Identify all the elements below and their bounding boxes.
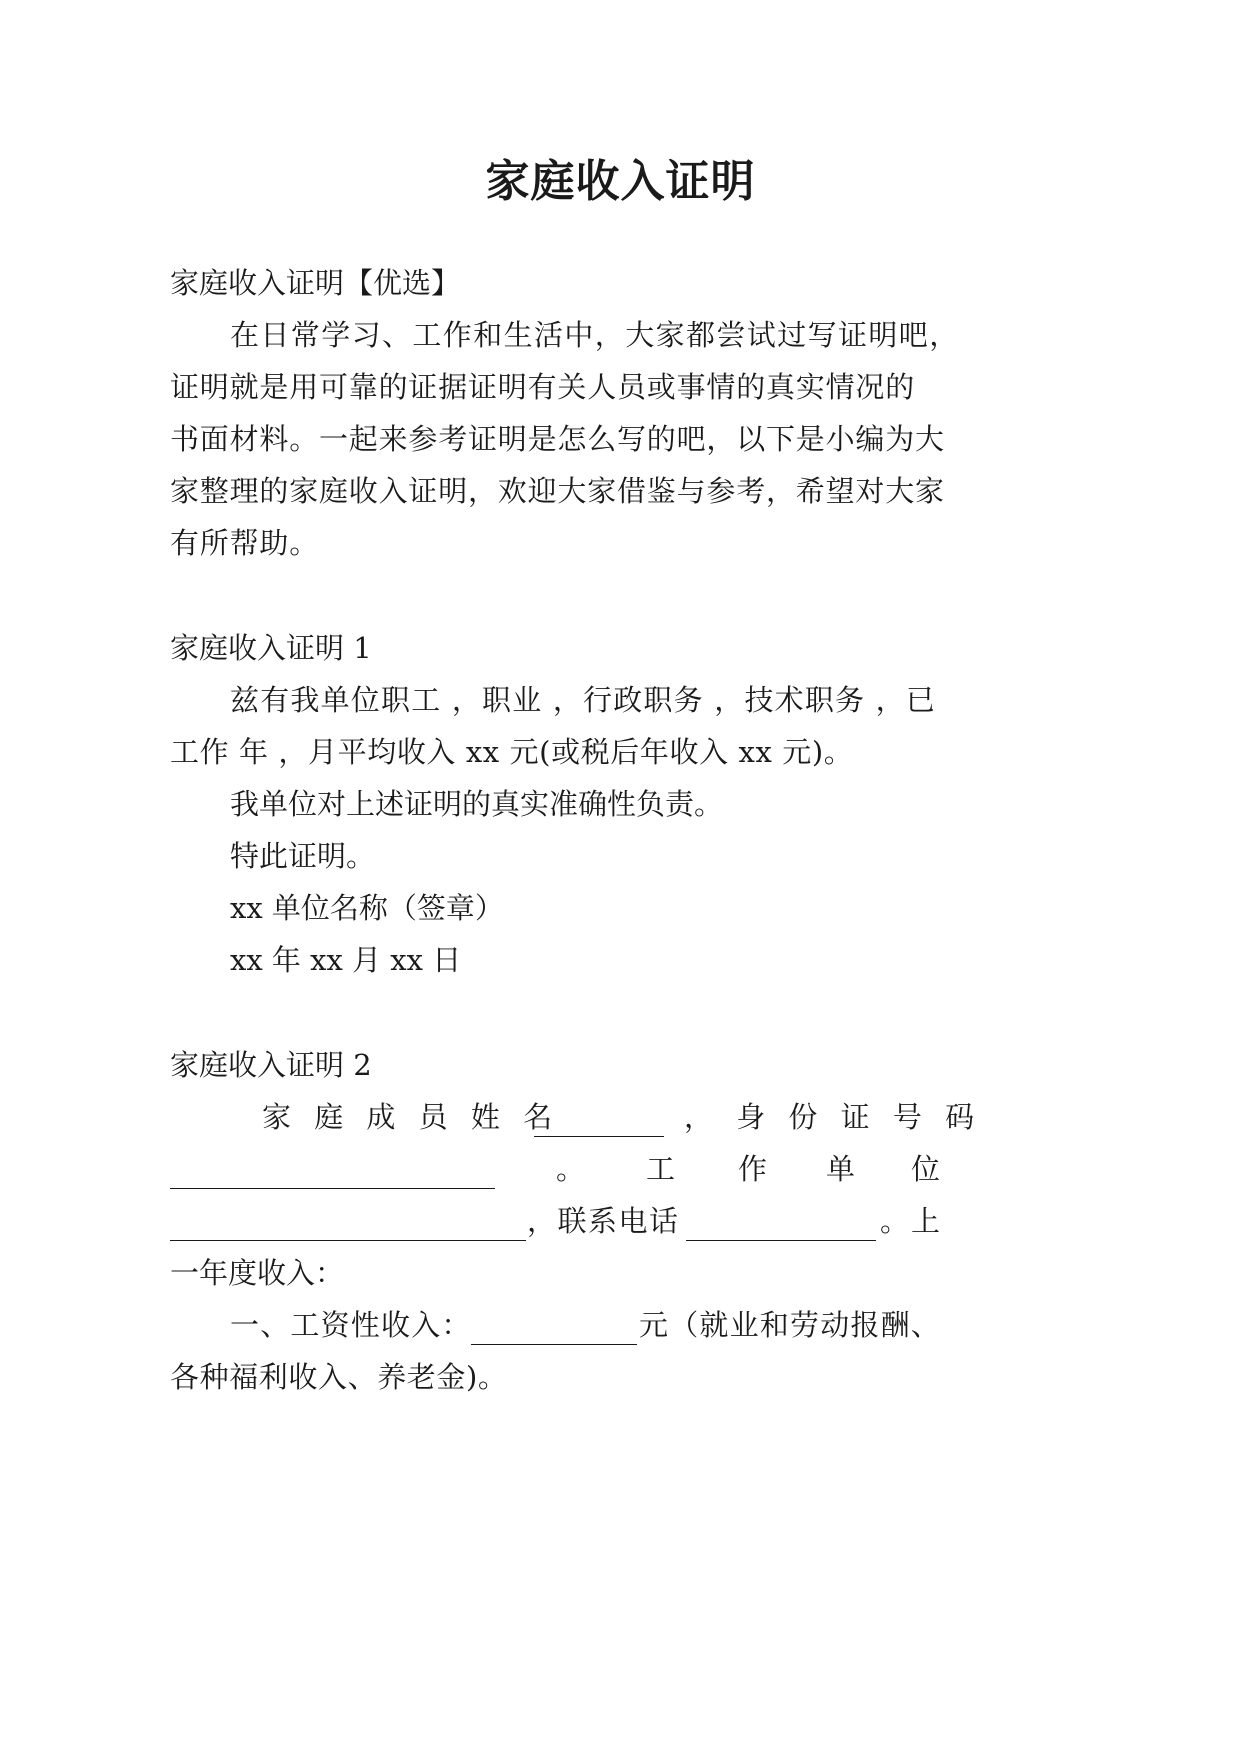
body-text: 兹有我单位职工 ，职业 ，行政职务 ，技术职务 ，已 bbox=[230, 683, 937, 717]
intro-text: 证明就是用可靠的证据证明有关人员或事情的真实情况的 bbox=[170, 370, 916, 404]
phone-blank[interactable] bbox=[686, 1201, 876, 1241]
intro-text: 在日常学习、工作和生活中，大家都尝试过写证明吧， bbox=[230, 318, 960, 352]
salary-line2: 各种福利收入、养老金)。 bbox=[170, 1360, 508, 1394]
salary-tail: 元（就业和劳动报酬、 bbox=[639, 1308, 942, 1342]
work-unit-label-part: 单 bbox=[826, 1152, 856, 1186]
heading-text: 家庭收入证明 2 bbox=[170, 1048, 372, 1082]
work-unit-label-part: 位 bbox=[911, 1152, 941, 1186]
document-title: 家庭收入证明 bbox=[485, 156, 756, 207]
prev-year-tail: 。上 bbox=[880, 1204, 943, 1238]
body-text: 工作 年 ，月平均收入 xx 元(或税后年收入 xx 元)。 bbox=[170, 735, 854, 769]
date-text: xx 年 xx 月 xx 日 bbox=[230, 943, 462, 977]
heading-text: 家庭收入证明【优选】 bbox=[170, 266, 461, 300]
signature-text: xx 单位名称（签章） bbox=[230, 891, 504, 925]
phone-label: ，联系电话 bbox=[527, 1204, 680, 1238]
work-unit-label-part: 工 bbox=[646, 1152, 676, 1186]
intro-text: 有所帮助。 bbox=[170, 526, 320, 560]
body-text: 我单位对上述证明的真实准确性负责。 bbox=[230, 787, 724, 821]
work-unit-blank[interactable] bbox=[170, 1201, 526, 1241]
id-label: ， 身 份 证 号 码 bbox=[684, 1100, 982, 1134]
work-unit-label-part: 。 bbox=[556, 1152, 586, 1186]
heading-text: 家庭收入证明 1 bbox=[170, 631, 372, 665]
intro-text: 家整理的家庭收入证明，欢迎大家借鉴与参考，希望对大家 bbox=[170, 474, 945, 508]
name-label: 家 庭 成 员 姓 名 bbox=[262, 1100, 560, 1134]
name-blank[interactable] bbox=[534, 1097, 664, 1137]
salary-label: 一、工资性收入： bbox=[230, 1308, 472, 1342]
salary-blank[interactable] bbox=[471, 1305, 637, 1345]
work-unit-label-part: 作 bbox=[738, 1152, 768, 1186]
prev-year-text: 一年度收入： bbox=[170, 1256, 345, 1290]
body-text: 特此证明。 bbox=[230, 839, 376, 873]
intro-text: 书面材料。一起来参考证明是怎么写的吧，以下是小编为大 bbox=[170, 422, 945, 456]
id-blank[interactable] bbox=[170, 1149, 495, 1189]
